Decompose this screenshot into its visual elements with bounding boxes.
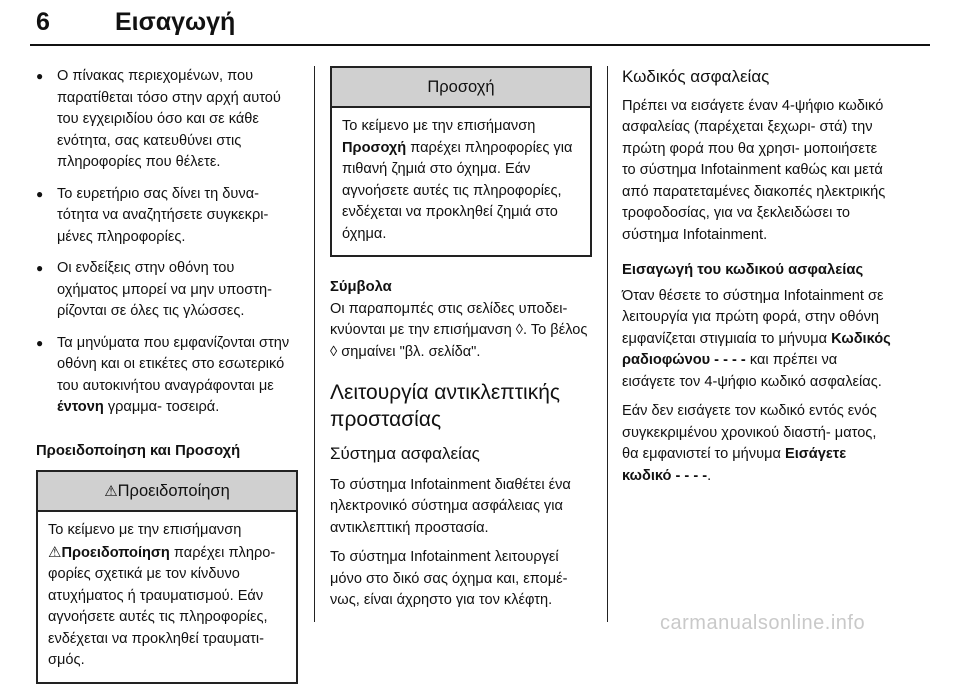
intro-bullet-list xyxy=(36,66,298,419)
symbols-paragraph xyxy=(330,299,592,364)
column-middle xyxy=(330,66,592,620)
chapter-heading: Λειτουργία αντικλεπτικής προστασίας xyxy=(330,381,561,431)
message-term: Εισάγετε κωδικό - - - - xyxy=(622,446,847,484)
column-divider-1 xyxy=(314,66,315,622)
caution-box-body xyxy=(332,108,590,255)
caution-box-title: Προσοχή xyxy=(332,68,590,108)
bold-term: έντονη xyxy=(57,399,104,415)
page-number: 6 xyxy=(36,8,50,36)
page-ref-arrow-icon: ◊ xyxy=(515,322,523,338)
paragraph xyxy=(622,286,894,394)
list-item: ● Οι ενδείξεις στην οθόνη του οχήματος μπορεί να μην υποστη- ρίζονται σε όλες τις γλώσσες. xyxy=(36,258,298,323)
page-ref-arrow-icon: ◊ xyxy=(330,343,338,360)
caution-box xyxy=(330,66,592,257)
warning-triangle-icon: ⚠ xyxy=(48,543,62,561)
caution-text: παρέχει πληροφορίες για πιθανή ζημιά στο όχημα. Εάν αγνοήσετε αυτές τις πληροφορίες, ενδέχεται να προκληθεί ζημιά στο όχημα. xyxy=(342,139,573,242)
column-right xyxy=(622,66,894,495)
warning-text: παρέχει πληρο- φορίες σχετικά με τον κίνδυνο ατυχήματος ή τραυματισμού. Εάν αγνοήσετε αυτές τις πληροφορίες, ενδέχεται να προκληθεί τραυματι- σμός. xyxy=(48,544,276,668)
list-item: ● Ο πίνακας περιεχομένων, που παρατίθεται τόσο στην αρχή αυτού του εγχειριδίου όσο και σε κάθε ενότητα, σας κατευθύνει στις πληροφορίες που θέλετε. xyxy=(36,66,298,174)
paragraph: Το σύστημα Infotainment διαθέτει ένα ηλεκτρονικό σύστημα ασφάλειας για αντικλεπτική προστασία. xyxy=(330,476,571,536)
paragraph: Πρέπει να εισάγετε έναν 4-ψήφιο κωδικό ασφαλείας (παρέχεται ξεχωρι- στά) την πρώτη φορά που θα χρησι- μοποιήσετε το σύστημα Infotainment καθώς και μετά από παρατεταμένες διακοπές ηλεκτρικής τροφοδοσίας, για να ξεκλειδώσει το σύστημα Infotainment. xyxy=(622,97,886,243)
paragraph-text: Όταν θέσετε το σύστημα Infotainment σε λειτουργία για πρώτη φορά, στην οθόνη εμφανίζεται στιγμιαία το μήνυμα xyxy=(622,287,884,347)
column-divider-2 xyxy=(607,66,608,622)
section-heading: Κωδικός ασφαλείας xyxy=(622,67,770,86)
bullet-text: Τα μηνύματα που εμφανίζονται στην οθόνη και οι ετικέτες στο εσωτερικό του αυτοκινήτου αναγράφονται με xyxy=(57,334,290,394)
paragraph-text: και πρέπει να εισάγετε τον 4-ψήφιο κωδικό ασφαλείας. xyxy=(622,352,882,390)
warning-text: Το κείμενο με την επισήμανση xyxy=(48,522,242,538)
caution-text: Το κείμενο με την επισήμανση xyxy=(342,118,536,134)
symbols-text: Οι παραπομπές στις σελίδες υποδει- κνύονται με την επισήμανση xyxy=(330,300,568,338)
section-subheading: Εισαγωγή του κωδικού ασφαλείας xyxy=(622,262,864,278)
section-heading: Σύστημα ασφαλείας xyxy=(330,444,480,463)
paragraph-text: Εάν δεν εισάγετε τον κωδικό εντός ενός συγκεκριμένου χρονικού διαστή- ματος, θα εμφανιστεί το μήνυμα xyxy=(622,403,877,462)
caution-term: Προσοχή xyxy=(342,139,407,156)
warning-term: Προειδοποίηση xyxy=(61,544,170,561)
section-subheading: Προειδοποίηση και Προσοχή xyxy=(36,442,241,459)
page-header xyxy=(0,0,960,46)
symbols-text: . Το βέλος xyxy=(522,322,588,338)
message-term: Κωδικός ραδιοφώνου - - - - xyxy=(622,330,891,368)
bullet-text: γραμμα- τοσειρά. xyxy=(107,399,220,415)
warning-title-text: Προειδοποίηση xyxy=(117,482,230,500)
warning-box-title xyxy=(38,472,296,512)
paragraph: Το σύστημα Infotainment λειτουργεί μόνο στο δικό σας όχημα και, επομέ- νως, είναι άχρηστο για τον κλέφτη. xyxy=(330,549,568,608)
warning-box-body xyxy=(38,512,296,682)
symbols-heading: Σύμβολα xyxy=(330,279,392,295)
watermark: carmanualsonline.info xyxy=(660,612,866,634)
list-item xyxy=(36,333,298,419)
paragraph xyxy=(622,401,894,487)
paragraph-text: . xyxy=(707,467,712,484)
symbols-text: σημαίνει "βλ. σελίδα". xyxy=(341,343,481,360)
header-divider xyxy=(30,44,930,46)
warning-triangle-icon: ⚠ xyxy=(104,483,118,500)
page-title: Εισαγωγή xyxy=(115,8,236,36)
warning-box xyxy=(36,470,298,684)
column-left xyxy=(36,66,298,694)
list-item: ● Το ευρετήριο σας δίνει τη δυνα- τότητα να αναζητήσετε συγκεκρι- μένες πληροφορίες. xyxy=(36,184,298,249)
